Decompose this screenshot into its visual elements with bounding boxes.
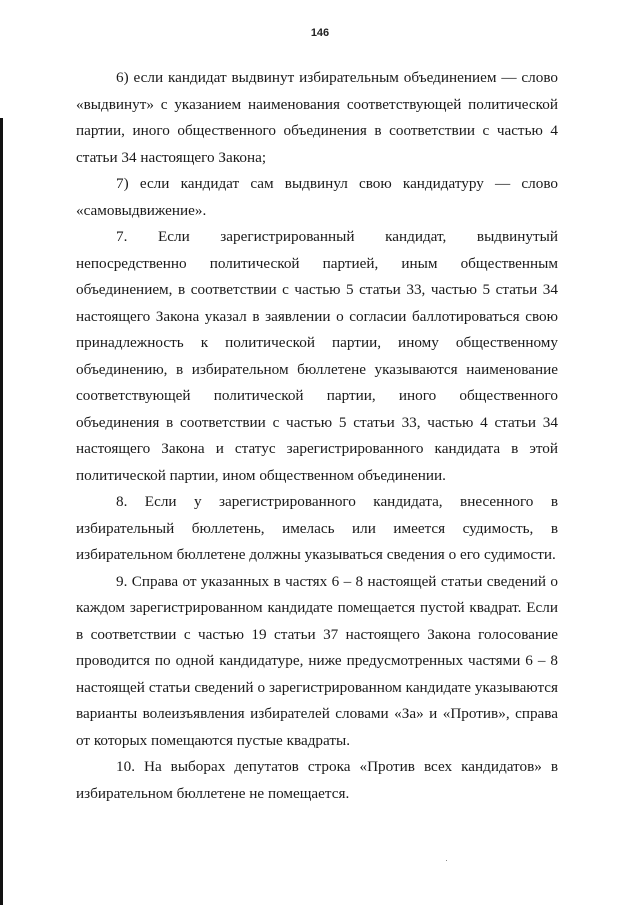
- scan-edge-bar: [0, 118, 3, 905]
- paragraph-item-6: 6) если кандидат выдвинут избирательным объединением — слово «выдвинут» с указанием наименования соответствующей политической партии, иного общественного объединения в соответствии с частью 4 статьи 34 настоящего Закона;: [76, 69, 558, 166]
- paragraph-part-8: 8. Если у зарегистрированного кандидата, внесенного в избирательный бюллетень, имелась или имеется судимость, в избирательном бюллетене должны указываться сведения о его судимости.: [76, 493, 558, 563]
- paragraph-part-10: 10. На выборах депутатов строка «Против всех кандидатов» в избирательном бюллетене не помещается.: [76, 758, 558, 802]
- document-body: [76, 65, 558, 807]
- paragraph-part-9: 9. Справа от указанных в частях 6 – 8 настоящей статьи сведений о каждом зарегистрированном кандидате помещается пустой квадрат. Если в соответствии с частью 19 статьи 37 настоящего Закона голосование проводится по одной кандидатуре, ниже предусмотренных частями 6 – 8 настоящей статьи сведений о зарегистрированном кандидате указываются варианты волеизъявления избирателей словами «За» и «Против», справа от которых помещаются пустые квадраты.: [76, 572, 558, 749]
- scan-speck: [446, 860, 447, 861]
- paragraph-item-7: 7) если кандидат сам выдвинул свою кандидатуру — слово «самовыдвижение».: [76, 175, 558, 219]
- page-number: 146: [310, 27, 330, 39]
- paragraph-part-7: 7. Если зарегистрированный кандидат, выдвинутый непосредственно политической партией, иным общественным объединением, в соответствии с частью 5 статьи 33, частью 5 статьи 34 настоящего Закона указал в заявлении о согласии баллотироваться свою принадлежность к политической партии, иному общественному объединению, в избирательном бюллетене указываются наименование соответствующей политической партии, иного общественного объединения в соответствии с частью 5 статьи 33, частью 4 статьи 34 настоящего Закона и статус зарегистрированного кандидата в этой политической партии, ином общественном объединении.: [76, 228, 558, 484]
